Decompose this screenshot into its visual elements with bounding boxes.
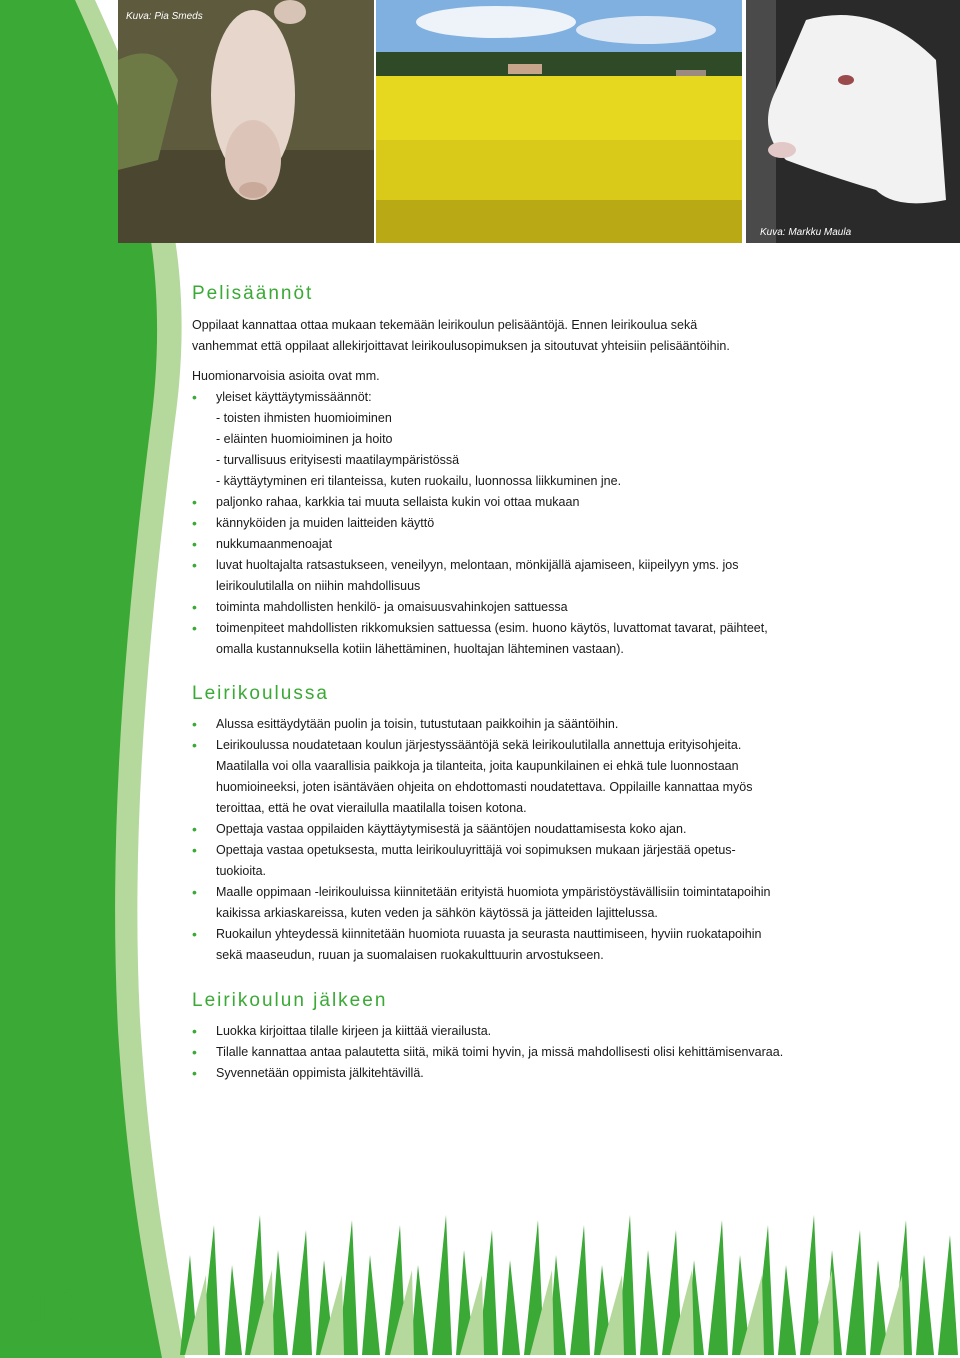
list-item-text: huomioineeksi, joten isäntäväen ohjeita on ehdottomasti noudatettava. Oppilaille kannattaa myös bbox=[216, 780, 753, 794]
list-item-text: tuokioita. bbox=[216, 864, 267, 878]
list-item bbox=[192, 882, 862, 924]
list-item bbox=[192, 840, 862, 882]
leirikoulussa-heading: Leirikoulussa bbox=[192, 683, 329, 704]
leirikoulussa-list bbox=[192, 714, 862, 966]
list-item-text: Maatilalla voi olla vaarallisia paikkoja ja tilanteita, joita kaupunkilainen ei ehkä tule luonnostaan bbox=[216, 759, 739, 773]
list-item bbox=[192, 1042, 862, 1063]
sub-item: - käyttäytyminen eri tilanteissa, kuten ruokailu, luonnossa liikkuminen jne. bbox=[216, 474, 622, 488]
list-item bbox=[192, 555, 862, 597]
list-item bbox=[192, 513, 862, 534]
intro-line: vanhemmat että oppilaat allekirjoittavat leirikoulusopimuksen ja sitoutuvat yhteisiin pelisääntöihin. bbox=[192, 339, 730, 353]
list-item bbox=[192, 735, 862, 819]
list-item-text: • Maalle oppimaan -leirikouluissa kiinnitetään erityistä huomiota ympäristöystävällisiin toimintatapoihin bbox=[216, 885, 771, 899]
list-item-text: • Luokka kirjoittaa tilalle kirjeen ja kiittää vierailusta. bbox=[216, 1024, 492, 1038]
list-item-text: • paljonko rahaa, karkkia tai muuta sellaista kukin voi ottaa mukaan bbox=[216, 495, 580, 509]
list-item-text: omalla kustannuksella kotiin lähettäminen, huoltajan lähteminen vastaan). bbox=[216, 642, 624, 656]
list-item bbox=[192, 597, 862, 618]
pelisaannot-list bbox=[192, 387, 862, 660]
sub-item: - eläinten huomioiminen ja hoito bbox=[216, 432, 393, 446]
pelisaannot-intro bbox=[192, 315, 872, 357]
list-item-text: • kännyköiden ja muiden laitteiden käyttö bbox=[216, 516, 435, 530]
list-item-text: • nukkumaanmenoajat bbox=[216, 537, 333, 551]
list-item-text: • toiminta mahdollisten henkilö- ja omaisuusvahinkojen sattuessa bbox=[216, 600, 568, 614]
list-item bbox=[192, 534, 862, 555]
list-item-text: • Syvennetään oppimista jälkitehtävillä. bbox=[216, 1066, 424, 1080]
list-item-text: teroittaa, että he ovat vierailulla maatilalla toisen kotona. bbox=[216, 801, 527, 815]
goat-photo bbox=[746, 0, 960, 243]
list-item-text: kaikissa arkiaskareissa, kuten veden ja sähkön käytössä ja jätteiden lajittelussa. bbox=[216, 906, 658, 920]
consider-label: Huomionarvoisia asioita ovat mm. bbox=[192, 369, 380, 383]
rapeseed-field-photo bbox=[376, 0, 742, 243]
list-item bbox=[192, 1021, 862, 1042]
pelisaannot-heading: Pelisäännöt bbox=[192, 283, 314, 304]
list-item-text: sekä maaseudun, ruuan ja suomalaisen ruokakulttuurin arvostukseen. bbox=[216, 948, 604, 962]
list-item-text: • Leirikoulussa noudatetaan koulun järjestyssääntöjä sekä leirikoulutilalla annettuja erityisohjeita. bbox=[216, 738, 742, 752]
pig-photo-credit: Kuva: Pia Smeds bbox=[126, 11, 203, 22]
intro-line: Oppilaat kannattaa ottaa mukaan tekemään leirikoulun pelisääntöjä. Ennen leirikoulua sekä bbox=[192, 318, 698, 332]
list-item bbox=[192, 387, 862, 492]
jalkeen-heading: Leirikoulun jälkeen bbox=[192, 990, 388, 1011]
list-item bbox=[192, 819, 862, 840]
list-item-text: • Opettaja vastaa opetuksesta, mutta leirikouluyrittäjä voi sopimuksen mukaan järjestää opetus- bbox=[216, 843, 736, 857]
jalkeen-list bbox=[192, 1021, 862, 1084]
sub-item: - turvallisuus erityisesti maatilaympäristössä bbox=[216, 453, 460, 467]
list-item-text: • Ruokailun yhteydessä kiinnitetään huomiota ruuasta ja seurasta nauttimiseen, hyviin ruokatapoihin bbox=[216, 927, 762, 941]
list-item-text: • yleiset käyttäytymissäännöt: bbox=[216, 390, 372, 404]
list-item bbox=[192, 1063, 862, 1084]
list-item-text: • toimenpiteet mahdollisten rikkomuksien sattuessa (esim. huono käytös, luvattomat tavarat, päihteet, bbox=[216, 621, 768, 635]
goat-photo-credit: Kuva: Markku Maula bbox=[760, 227, 852, 238]
list-item-text: • luvat huoltajalta ratsastukseen, veneilyyn, melontaan, mönkijällä ajamiseen, kiipeilyyn yms. jos bbox=[216, 558, 739, 572]
page-number: 18 bbox=[28, 1279, 76, 1335]
list-item bbox=[192, 492, 862, 513]
list-item bbox=[192, 714, 862, 735]
pig-photo bbox=[118, 0, 374, 243]
list-item-text: leirikoulutilalla on niihin mahdollisuus bbox=[216, 579, 421, 593]
sub-item: - toisten ihmisten huomioiminen bbox=[216, 411, 392, 425]
list-item bbox=[192, 618, 862, 660]
list-item-text: • Opettaja vastaa oppilaiden käyttäytymisestä ja sääntöjen noudattamisesta koko ajan. bbox=[216, 822, 687, 836]
list-item-text: • Tilalle kannattaa antaa palautetta siitä, mikä toimi hyvin, ja missä mahdollisesti olisi kehittämisenvaraa. bbox=[216, 1045, 784, 1059]
list-item-text: • Alussa esittäydytään puolin ja toisin, tutustutaan paikkoihin ja sääntöihin. bbox=[216, 717, 619, 731]
list-item bbox=[192, 924, 862, 966]
grass-decoration bbox=[180, 1195, 960, 1355]
